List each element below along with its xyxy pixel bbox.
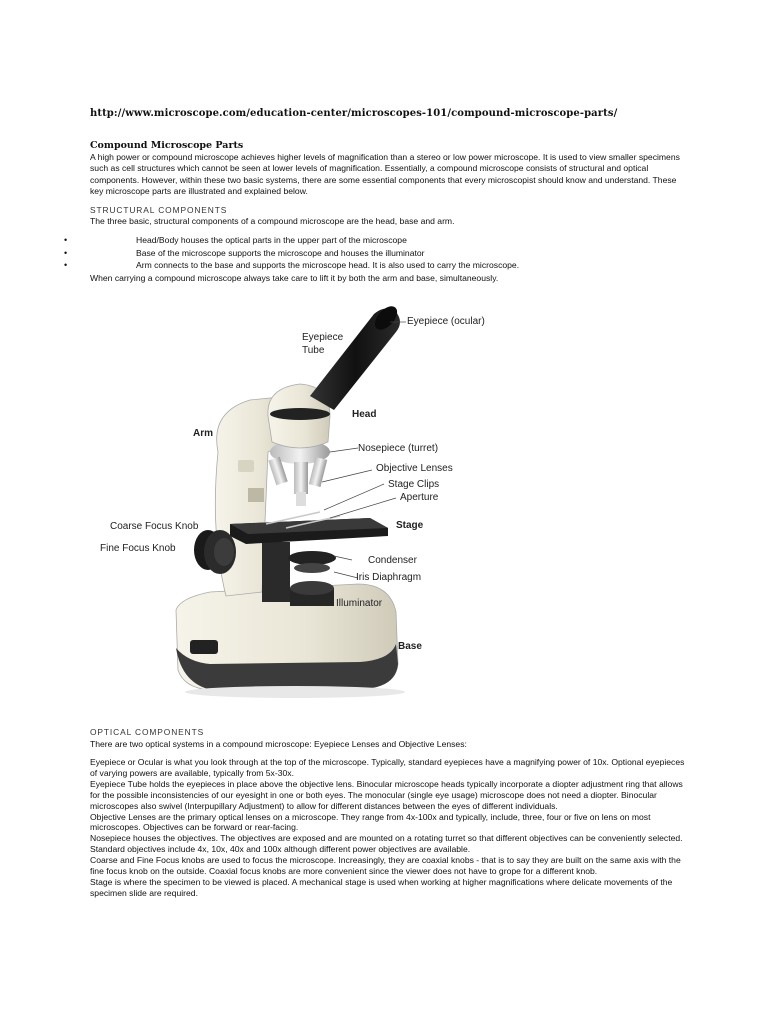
label-eyepiece-ocular: Eyepiece (ocular) [407, 316, 485, 327]
paragraph-eyepiece-tube: Eyepiece Tube holds the eyepieces in place above the objective lens. Binocular microscope heads typically incorporate a diopter adjustment ring that allows for the possible inconsistencies of our eyesight in one or both eyes. The monocular (single eye usage) microscope does not need a diopter. Binocular microscopes also swivel (Interpupillary Adjustment) to allow for different distances between the eyes of different individuals. [90, 778, 683, 811]
list-item [64, 260, 684, 273]
carry-note: When carrying a compound microscope always take care to lift it by both the arm and base, simultaneously. [90, 273, 499, 283]
label-eyepiece-tube-line2: Tube [302, 345, 325, 356]
label-condenser: Condenser [368, 555, 417, 566]
list-item [64, 235, 684, 248]
optical-heading: OPTICAL COMPONENTS [90, 727, 205, 737]
document-title: Compound Microscope Parts [90, 140, 244, 151]
intro-paragraph: A high power or compound microscope achieves higher levels of magnification than a stereo or low power microscope. It is used to view smaller specimens such as cell structures which cannot be seen at lower levels of magnification. Essentially, a compound microscope consists of structural and optical components. However, within these two basic systems, there are some essential components that every microscopist should know and understand. These key microscope parts are illustrated and explained below. [90, 152, 680, 197]
label-stage-clips: Stage Clips [388, 479, 440, 490]
label-nosepiece: Nosepiece (turret) [358, 443, 439, 454]
bullet-text: Base of the microscope supports the microscope and houses the illuminator [136, 247, 425, 258]
paragraph-focus-knobs: Coarse and Fine Focus knobs are used to focus the microscope. Increasingly, they are coaxial knobs - that is to say they are built on the same axis with the fine focus knob on the outside. Coaxial focus knobs are more convenient since the viewer does not have to grope for a different knob. [90, 855, 681, 877]
structural-intro: The three basic, structural components of a compound microscope are the head, base and arm. [90, 216, 455, 226]
label-illuminator: Illuminator [336, 598, 383, 609]
paragraph-stage: Stage is where the specimen to be viewed is placed. A mechanical stage is used when working at higher magnifications where delicate movements of the specimen slide are required. [90, 876, 673, 898]
structural-bullet-list [64, 235, 684, 273]
structural-heading: STRUCTURAL COMPONENTS [90, 205, 228, 215]
list-item [64, 248, 684, 261]
paragraph-objective-lenses: Objective Lenses are the primary optical lenses on a microscope. They range from 4x-100x and typically, include, three, four or five on lens on most microscopes. Objectives can be forward or rear-facing. [90, 811, 651, 833]
paragraph-nosepiece: Nosepiece houses the objectives. The objectives are exposed and are mounted on a rotating turret so that different objectives can be conveniently selected. Standard objectives include 4x, 10x, 40x and 100x although different power objectives are available. [90, 833, 683, 855]
bullet-icon: • [64, 260, 68, 270]
label-stage: Stage [396, 520, 424, 531]
label-coarse-focus-knob: Coarse Focus Knob [110, 521, 199, 532]
optical-intro: There are two optical systems in a compound microscope: Eyepiece Lenses and Objective Lenses: [90, 739, 467, 749]
label-objective-lenses: Objective Lenses [376, 463, 453, 474]
bullet-text: Arm connects to the base and supports the microscope head. It is also used to carry the microscope. [136, 260, 520, 270]
label-base: Base [398, 641, 422, 652]
source-url[interactable]: http://www.microscope.com/education-center/microscopes-101/compound-microscope-parts/ [90, 108, 618, 119]
label-aperture: Aperture [400, 492, 439, 503]
label-head: Head [352, 409, 377, 420]
microscope-illustration [90, 292, 515, 724]
microscope-figure [90, 292, 515, 724]
label-arm: Arm [193, 428, 214, 439]
bullet-icon: • [64, 247, 68, 258]
label-iris-diaphragm: Iris Diaphragm [356, 572, 422, 583]
paragraph-eyepiece: Eyepiece or Ocular is what you look through at the top of the microscope. Typically, standard eyepieces have a magnifying power of 10x. Optional eyepieces of varying powers are available, typically from 5x-30x. [90, 757, 685, 778]
optical-paragraphs [90, 757, 685, 899]
label-fine-focus-knob: Fine Focus Knob [100, 543, 176, 554]
bullet-icon: • [64, 235, 68, 245]
bullet-text: Head/Body houses the optical parts in the upper part of the microscope [136, 235, 407, 245]
label-eyepiece-tube-line1: Eyepiece [302, 332, 344, 343]
